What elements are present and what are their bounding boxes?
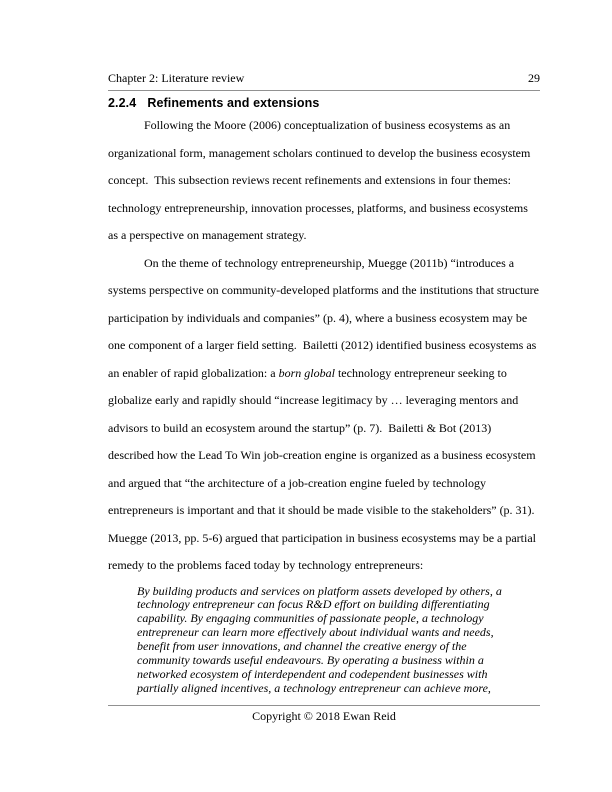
text-line	[108, 415, 568, 443]
text-line	[108, 525, 568, 553]
text-segment: On the theme of technology entrepreneurship, Muegge (2011b) “introduces a	[144, 255, 515, 270]
paragraph	[108, 112, 568, 250]
text-segment: entrepreneurs is important and that it should be made visible to the stakeholders” (p. 31).	[108, 503, 535, 517]
page-number: 29	[528, 71, 540, 85]
quote-line: partially aligned incentives, a technology entrepreneur can achieve more,	[137, 680, 491, 695]
quote-line: By building products and services on platform assets developed by others, a	[137, 583, 502, 598]
text-segment: technology entrepreneur seeking to	[334, 365, 507, 380]
running-header: Chapter 2: Literature review	[108, 71, 245, 85]
header-rule	[108, 90, 540, 91]
text-segment: organizational form, management scholars continued to develop the business ecosystem	[108, 145, 531, 160]
text-segment: concept. This subsection reviews recent refinements and extensions in four themes:	[108, 173, 511, 187]
text-line	[108, 332, 568, 360]
quote-line: benefit from user innovations, and channel the creative energy of the	[137, 639, 467, 654]
text-segment: an enabler of rapid globalization: a	[108, 365, 279, 380]
text-segment: and argued that “the architecture of a job-creation engine fueled by technology	[108, 475, 486, 490]
copyright-text: Copyright © 2018 Ewan Reid	[252, 709, 396, 723]
quote-line: entrepreneur can learn more effectively about individual wants and needs,	[137, 625, 494, 640]
text-line	[108, 552, 568, 580]
text-segment: Following the Moore (2006) conceptualization of business ecosystems as an	[144, 118, 511, 132]
text-line	[108, 222, 568, 250]
paragraph	[108, 250, 568, 580]
text-segment: one component of a larger field setting. Bailetti (2012) identified business ecosystems as	[108, 338, 537, 352]
text-segment: advisors to build an ecosystem around the startup” (p. 7). Bailetti & Bot (2013)	[108, 420, 492, 435]
text-line	[108, 277, 568, 305]
text-line	[108, 250, 568, 278]
text-line	[108, 112, 568, 140]
text-segment: systems perspective on community-developed platforms and the institutions that structure	[108, 283, 539, 297]
text-segment: described how the Lead To Win job-creation engine is organized as a business ecosystem	[108, 448, 536, 462]
footer-rule	[108, 705, 540, 706]
text-line	[108, 470, 568, 498]
text-segment: remedy to the problems faced today by technology entrepreneurs:	[108, 558, 424, 572]
section-heading	[108, 96, 319, 110]
section-number: 2.2.4	[108, 96, 137, 110]
section-title: Refinements and extensions	[147, 96, 320, 110]
text-line	[108, 195, 568, 223]
text-line	[108, 387, 568, 415]
text-line	[108, 497, 568, 525]
text-line	[108, 305, 568, 333]
text-line	[108, 360, 568, 388]
quote-line: technology entrepreneur can focus R&D effort on building differentiating	[137, 597, 490, 612]
text-line	[108, 167, 568, 195]
text-segment: globalize early and rapidly should “increase legitimacy by … leveraging mentors and	[108, 393, 519, 407]
text-segment: participation by individuals and companies” (p. 4), where a business ecosystem may be	[108, 310, 528, 325]
italic-text-segment: born global	[278, 365, 335, 380]
text-segment: as a perspective on management strategy.	[108, 228, 307, 242]
text-segment: Muegge (2013, pp. 5-6) argued that participation in business ecosystems may be a partial	[108, 530, 537, 545]
text-segment: technology entrepreneurship, innovation processes, platforms, and business ecosystems	[108, 200, 528, 215]
quote-line: capability. By engaging communities of passionate people, a technology	[137, 611, 484, 626]
text-line	[108, 442, 568, 470]
page-footer	[108, 709, 540, 724]
quote-line: networked ecosystem of interdependent and codependent businesses with	[137, 666, 488, 681]
quote-line: community towards useful endeavours. By operating a business within a	[137, 653, 484, 668]
text-line	[108, 140, 568, 168]
block-quote	[137, 585, 537, 696]
document-body	[108, 112, 568, 696]
page-header	[108, 71, 540, 85]
